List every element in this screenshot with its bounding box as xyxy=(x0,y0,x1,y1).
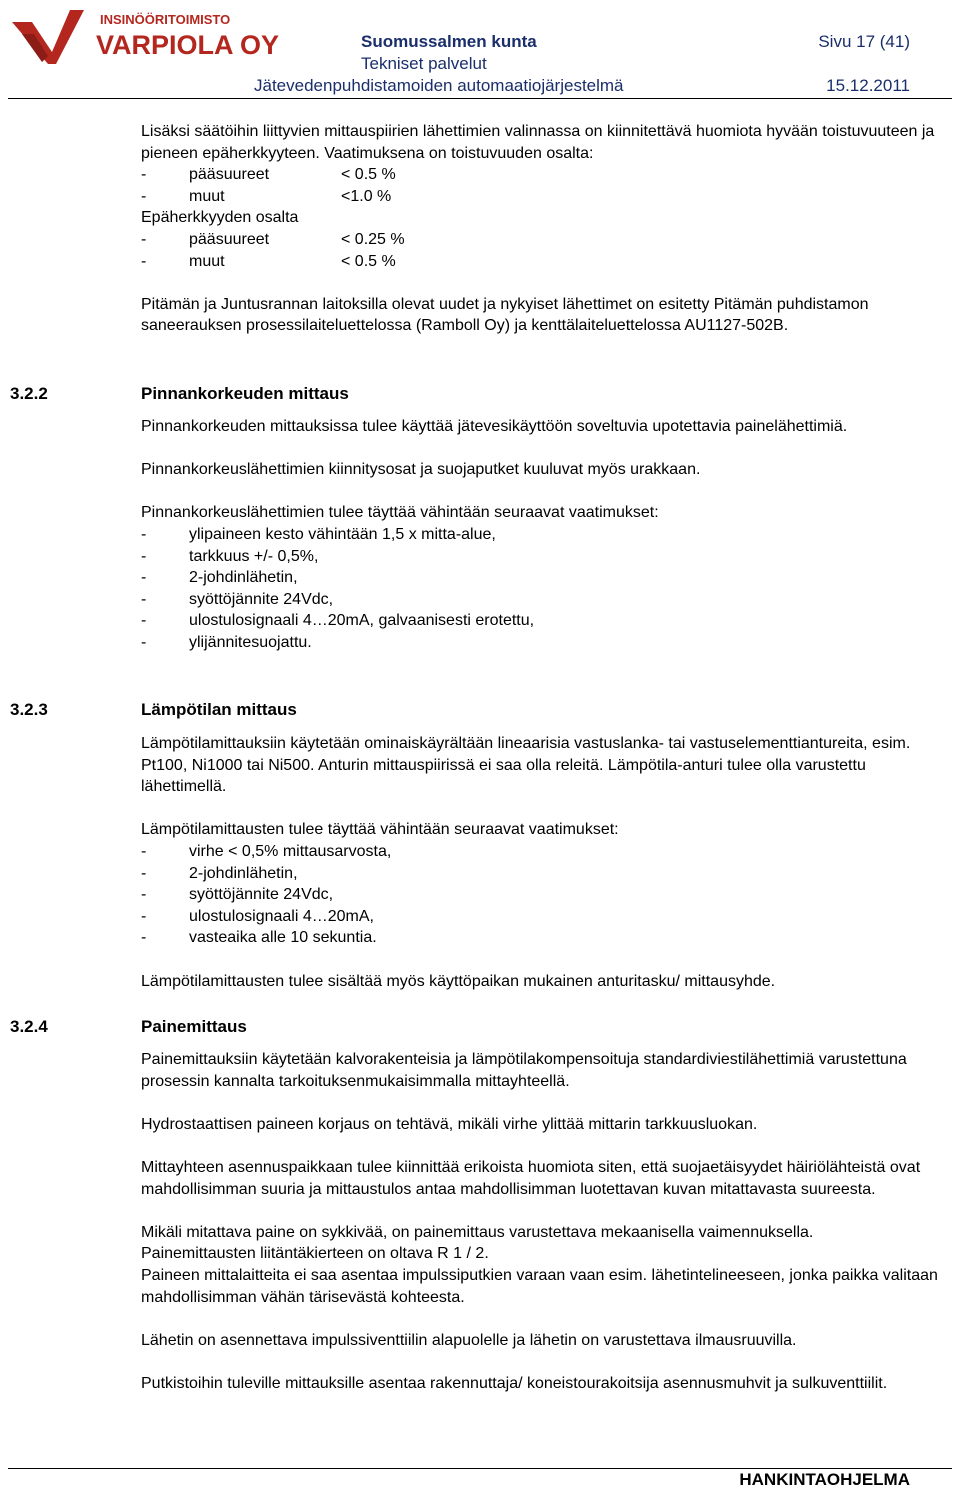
document-body xyxy=(141,121,953,337)
section-324-body xyxy=(141,1049,953,1395)
insensitivity-item: - muut < 0.5 % xyxy=(141,252,396,270)
paragraph: Lähetin on asennettava impulssiventtiilin alapuolelle ja lähetin on varustettava ilmausruuvilla. xyxy=(141,1331,797,1349)
paragraph: Lämpötilamittausten tulee sisältää myös käyttöpaikan mukainen anturitasku/ mittausyhde. xyxy=(141,972,776,990)
header-page-number: Sivu 17 (41) xyxy=(818,32,910,51)
header-divider xyxy=(8,98,952,99)
list-item: - syöttöjännite 24Vdc, xyxy=(141,590,334,608)
section-323-body xyxy=(141,733,953,992)
header-project: Jätevedenpuhdistamoiden automaatiojärjestelmä xyxy=(254,76,624,95)
header-department: Tekniset palvelut xyxy=(361,54,487,73)
list-item: - ulostulosignaali 4…20mA, galvaanisesti erotettu, xyxy=(141,612,535,630)
insensitivity-item: - pääsuureet < 0.25 % xyxy=(141,230,405,248)
logo-line1: INSINÖÖRITOIMISTO xyxy=(100,12,231,27)
list-item: - 2-johdinlähetin, xyxy=(141,569,298,587)
section-number-322: 3.2.2 xyxy=(10,384,48,403)
list-item: - tarkkuus +/- 0,5%, xyxy=(141,547,319,565)
transmitter-list-paragraph: Pitämän ja Juntusrannan laitoksilla olevat uudet ja nykyiset lähettimet on esitetty Pitämän puhdistamon saneerauksen prosessilaiteluettelossa (Ramboll Oy) ja kenttälaiteluettelossa AU1127-502B. xyxy=(141,295,869,335)
paragraph: Painemittausten liitäntäkierteen on oltava R 1 / 2. xyxy=(141,1245,489,1263)
list-item: - syöttöjännite 24Vdc, xyxy=(141,886,334,904)
section-title-324: Painemittaus xyxy=(141,1017,247,1036)
list-item: - ylijännitesuojattu. xyxy=(141,633,312,651)
repeatability-item: - muut <1.0 % xyxy=(141,187,392,205)
paragraph: Painemittauksiin käytetään kalvorakenteisia ja lämpötilakompensoituja standardiviestilähettimiä varustettuna prosessin kannalta tarkoituksenmukaisimmalla mittayhteellä. xyxy=(141,1051,907,1090)
header-organization: Suomussalmen kunta xyxy=(361,32,537,51)
company-logo xyxy=(8,4,280,66)
section-title-322: Pinnankorkeuden mittaus xyxy=(141,384,349,403)
paragraph: Mikäli mitattava paine on sykkivää, on painemittaus varustettava mekaanisella vaimennuksella. xyxy=(141,1223,814,1241)
paragraph: Pinnankorkeuslähettimien kiinnitysosat ja suojaputket kuuluvat myös urakkaan. xyxy=(141,461,701,479)
intro-paragraph: Lisäksi säätöihin liittyvien mittauspiirien lähettimien valinnassa on kiinnitettävä huomiota hyvään toistuvuuteen ja pieneen epäherkkyyteen. Vaatimuksena on toistuvuuden osalta: xyxy=(141,123,935,162)
paragraph: Paineen mittalaitteita ei saa asentaa impulssiputkien varaan vaan esim. lähetintelineeseen, jonka paikka valitaan mahdollisimman vähän tärisevästä kohteesta. xyxy=(141,1266,938,1306)
paragraph: Mittayhteen asennuspaikkaan tulee kiinnittää erikoista huomiota siten, että suojaetäisyydet häiriölähteistä ovat mahdollisimman suuria ja mittaustulos antaa mahdollisimman luotettavan kuvan mitattavasta suureesta. xyxy=(141,1158,921,1198)
footer-label: HANKINTAOHJELMA xyxy=(739,1470,910,1489)
section-title-323: Lämpötilan mittaus xyxy=(141,700,297,719)
paragraph: Pinnankorkeuslähettimien tulee täyttää vähintään seuraavat vaatimukset: xyxy=(141,504,659,522)
insensitivity-title: Epäherkkyyden osalta xyxy=(141,209,299,227)
logo-line2: VARPIOLA OY xyxy=(96,30,280,60)
section-number-324: 3.2.4 xyxy=(10,1017,48,1036)
list-item: - ylipaineen kesto vähintään 1,5 x mitta-alue, xyxy=(141,525,496,543)
list-item: - 2-johdinlähetin, xyxy=(141,864,298,882)
repeatability-item: - pääsuureet < 0.5 % xyxy=(141,166,396,184)
paragraph: Lämpötilamittausten tulee täyttää vähintään seuraavat vaatimukset: xyxy=(141,821,619,839)
paragraph: Putkistoihin tuleville mittauksille asentaa rakennuttaja/ koneistourakoitsija asennusmuhvit ja sulkuventtiilit. xyxy=(141,1374,888,1392)
list-item: - vasteaika alle 10 sekuntia. xyxy=(141,929,377,947)
paragraph: Lämpötilamittauksiin käytetään ominaiskäyrältään lineaarisia vastuslanka- tai vastuselementtiantureita, esim. Pt100, Ni1000 tai Ni500. Anturin mittauspiirissä ei saa olla releitä. Lämpötila-anturi tulee olla varustettu lähettimellä. xyxy=(141,735,911,796)
list-item: - ulostulosignaali 4…20mA, xyxy=(141,907,374,925)
list-item: - virhe < 0,5% mittausarvosta, xyxy=(141,842,392,860)
paragraph: Pinnankorkeuden mittauksissa tulee käyttää jätevesikäyttöön soveltuvia upotettavia painelähettimiä. xyxy=(141,418,848,435)
footer-divider xyxy=(8,1468,952,1469)
paragraph: Hydrostaattisen paineen korjaus on tehtävä, mikäli virhe ylittää mittarin tarkkuusluokan. xyxy=(141,1115,758,1133)
section-number-323: 3.2.3 xyxy=(10,700,48,719)
header-date: 15.12.2011 xyxy=(826,76,910,95)
section-322-body xyxy=(141,416,953,654)
